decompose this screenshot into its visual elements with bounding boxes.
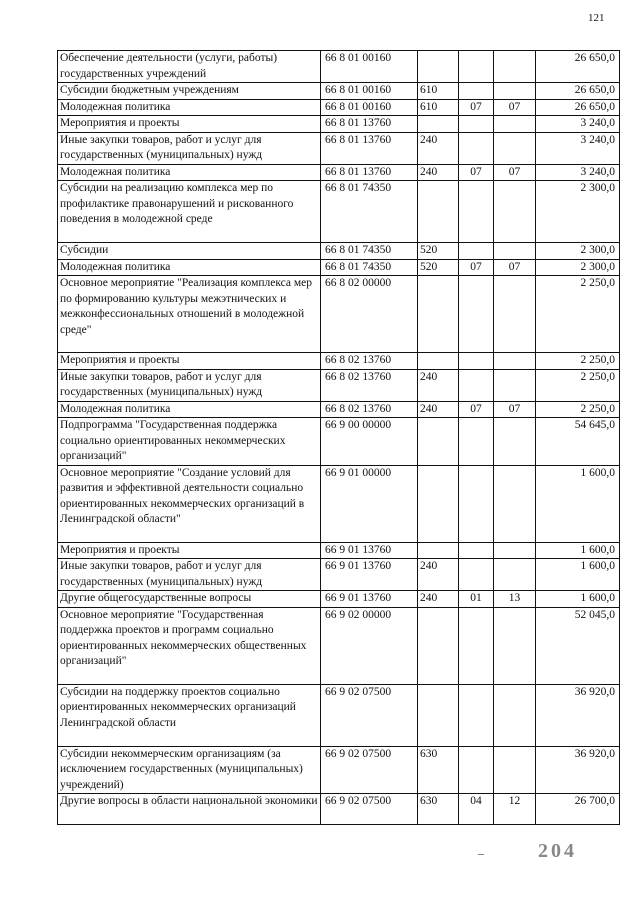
row-pr	[494, 746, 536, 794]
table-row	[58, 353, 620, 370]
row-rz	[459, 132, 494, 164]
row-code: 66 9 02 07500	[321, 684, 418, 746]
row-sum: 3 240,0	[536, 164, 620, 181]
row-sum: 54 645,0	[536, 418, 620, 466]
row-code: 66 8 02 13760	[321, 401, 418, 418]
footer-stamp: 204	[538, 840, 577, 862]
row-name: Мероприятия и проекты	[58, 116, 321, 133]
row-name: Мероприятия и проекты	[58, 353, 321, 370]
row-kvr: 610	[418, 83, 459, 100]
row-kvr	[418, 51, 459, 83]
row-rz: 07	[459, 259, 494, 276]
row-rz	[459, 276, 494, 353]
row-sum: 26 650,0	[536, 83, 620, 100]
row-rz	[459, 542, 494, 559]
row-name: Иные закупки товаров, работ и услуг для государственных (муниципальных) нужд	[58, 369, 321, 401]
row-kvr: 610	[418, 99, 459, 116]
row-pr	[494, 83, 536, 100]
row-pr	[494, 276, 536, 353]
row-rz	[459, 418, 494, 466]
row-pr: 07	[494, 401, 536, 418]
row-rz	[459, 353, 494, 370]
row-name: Другие вопросы в области национальной экономики	[58, 794, 321, 825]
row-kvr	[418, 276, 459, 353]
row-pr	[494, 132, 536, 164]
row-kvr: 240	[418, 132, 459, 164]
row-kvr	[418, 116, 459, 133]
row-pr	[494, 51, 536, 83]
row-rz	[459, 116, 494, 133]
row-name: Мероприятия и проекты	[58, 542, 321, 559]
row-name: Молодежная политика	[58, 164, 321, 181]
row-kvr: 630	[418, 746, 459, 794]
row-sum: 2 300,0	[536, 181, 620, 243]
row-sum: 36 920,0	[536, 746, 620, 794]
row-rz	[459, 684, 494, 746]
row-pr	[494, 353, 536, 370]
row-code: 66 9 01 13760	[321, 559, 418, 591]
row-name: Субсидии некоммерческим организациям (за исключением государственных (муниципальных) учреждений)	[58, 746, 321, 794]
row-code: 66 9 01 13760	[321, 591, 418, 608]
row-code: 66 8 01 74350	[321, 259, 418, 276]
row-kvr	[418, 418, 459, 466]
row-kvr: 520	[418, 243, 459, 260]
table-row	[58, 116, 620, 133]
table-row	[58, 83, 620, 100]
row-sum: 2 250,0	[536, 353, 620, 370]
row-pr	[494, 243, 536, 260]
row-code: 66 9 02 07500	[321, 794, 418, 825]
row-name: Иные закупки товаров, работ и услуг для государственных (муниципальных) нужд	[58, 132, 321, 164]
row-pr	[494, 465, 536, 542]
budget-table	[57, 50, 620, 825]
table-row	[58, 684, 620, 746]
row-kvr: 240	[418, 591, 459, 608]
row-name: Основное мероприятие "Реализация комплекса мер по формированию культуры межэтнических и межконфессиональных отношений в молодежной среде"	[58, 276, 321, 353]
row-rz	[459, 559, 494, 591]
row-kvr	[418, 181, 459, 243]
row-name: Другие общегосударственные вопросы	[58, 591, 321, 608]
row-pr: 07	[494, 99, 536, 116]
row-code: 66 8 01 13760	[321, 116, 418, 133]
row-name: Молодежная политика	[58, 99, 321, 116]
row-kvr	[418, 353, 459, 370]
budget-table-body	[58, 51, 620, 825]
row-sum: 1 600,0	[536, 559, 620, 591]
row-name: Основное мероприятие "Государственная поддержка проектов и программ социально ориентированных некоммерческих общественных организаций"	[58, 607, 321, 684]
table-row	[58, 542, 620, 559]
table-row	[58, 418, 620, 466]
row-kvr: 240	[418, 559, 459, 591]
row-kvr	[418, 607, 459, 684]
row-pr	[494, 181, 536, 243]
row-code: 66 9 00 00000	[321, 418, 418, 466]
table-row	[58, 591, 620, 608]
row-sum: 1 600,0	[536, 465, 620, 542]
row-kvr: 240	[418, 401, 459, 418]
row-pr	[494, 542, 536, 559]
table-row	[58, 794, 620, 825]
table-row	[58, 746, 620, 794]
row-sum: 2 300,0	[536, 243, 620, 260]
row-sum: 2 250,0	[536, 369, 620, 401]
page-number: 121	[588, 12, 605, 24]
row-code: 66 9 01 13760	[321, 542, 418, 559]
row-rz	[459, 181, 494, 243]
row-pr: 07	[494, 164, 536, 181]
table-row	[58, 259, 620, 276]
row-rz	[459, 746, 494, 794]
row-kvr	[418, 542, 459, 559]
table-row	[58, 51, 620, 83]
row-sum: 2 250,0	[536, 401, 620, 418]
table-row	[58, 559, 620, 591]
row-sum: 3 240,0	[536, 132, 620, 164]
row-code: 66 8 01 74350	[321, 181, 418, 243]
row-sum: 2 300,0	[536, 259, 620, 276]
row-code: 66 8 01 13760	[321, 164, 418, 181]
row-kvr: 240	[418, 369, 459, 401]
row-sum: 36 920,0	[536, 684, 620, 746]
row-name: Молодежная политика	[58, 259, 321, 276]
row-name: Молодежная политика	[58, 401, 321, 418]
row-code: 66 8 02 13760	[321, 369, 418, 401]
row-rz	[459, 243, 494, 260]
row-pr	[494, 418, 536, 466]
row-name: Субсидии на реализацию комплекса мер по профилактике правонарушений и рискованного поведения в молодежной среде	[58, 181, 321, 243]
table-row	[58, 132, 620, 164]
row-sum: 1 600,0	[536, 542, 620, 559]
table-row	[58, 181, 620, 243]
row-sum: 26 700,0	[536, 794, 620, 825]
row-rz: 01	[459, 591, 494, 608]
row-kvr	[418, 684, 459, 746]
row-kvr: 630	[418, 794, 459, 825]
row-code: 66 8 02 13760	[321, 353, 418, 370]
row-name: Субсидии на поддержку проектов социально ориентированных некоммерческих организаций Ленинградской области	[58, 684, 321, 746]
row-rz	[459, 369, 494, 401]
row-sum: 3 240,0	[536, 116, 620, 133]
row-name: Иные закупки товаров, работ и услуг для государственных (муниципальных) нужд	[58, 559, 321, 591]
row-pr: 13	[494, 591, 536, 608]
row-code: 66 8 01 00160	[321, 51, 418, 83]
row-code: 66 8 01 74350	[321, 243, 418, 260]
row-sum: 52 045,0	[536, 607, 620, 684]
row-code: 66 8 01 00160	[321, 83, 418, 100]
row-rz	[459, 607, 494, 684]
row-rz: 07	[459, 164, 494, 181]
row-rz: 07	[459, 99, 494, 116]
row-code: 66 9 01 00000	[321, 465, 418, 542]
row-rz	[459, 465, 494, 542]
row-kvr: 520	[418, 259, 459, 276]
row-kvr: 240	[418, 164, 459, 181]
table-row	[58, 99, 620, 116]
row-kvr	[418, 465, 459, 542]
row-pr: 12	[494, 794, 536, 825]
row-pr	[494, 684, 536, 746]
row-sum: 1 600,0	[536, 591, 620, 608]
row-rz: 04	[459, 794, 494, 825]
row-code: 66 8 02 00000	[321, 276, 418, 353]
row-pr	[494, 369, 536, 401]
footer-dash: –	[478, 846, 484, 860]
row-name: Обеспечение деятельности (услуги, работы) государственных учреждений	[58, 51, 321, 83]
table-row	[58, 276, 620, 353]
row-rz	[459, 83, 494, 100]
table-row	[58, 607, 620, 684]
table-row	[58, 465, 620, 542]
row-code: 66 8 01 00160	[321, 99, 418, 116]
table-row	[58, 369, 620, 401]
row-sum: 26 650,0	[536, 51, 620, 83]
row-sum: 26 650,0	[536, 99, 620, 116]
row-pr: 07	[494, 259, 536, 276]
row-code: 66 9 02 07500	[321, 746, 418, 794]
row-rz: 07	[459, 401, 494, 418]
table-row	[58, 164, 620, 181]
table-row	[58, 243, 620, 260]
row-pr	[494, 116, 536, 133]
row-code: 66 8 01 13760	[321, 132, 418, 164]
row-pr	[494, 607, 536, 684]
row-name: Субсидии	[58, 243, 321, 260]
row-code: 66 9 02 00000	[321, 607, 418, 684]
row-name: Субсидии бюджетным учреждениям	[58, 83, 321, 100]
table-row	[58, 401, 620, 418]
row-pr	[494, 559, 536, 591]
row-sum: 2 250,0	[536, 276, 620, 353]
row-name: Основное мероприятие "Создание условий для развития и эффективной деятельности социально ориентированных некоммерческих организаций в Ленинградской области"	[58, 465, 321, 542]
row-rz	[459, 51, 494, 83]
row-name: Подпрограмма "Государственная поддержка социально ориентированных некоммерческих организаций"	[58, 418, 321, 466]
